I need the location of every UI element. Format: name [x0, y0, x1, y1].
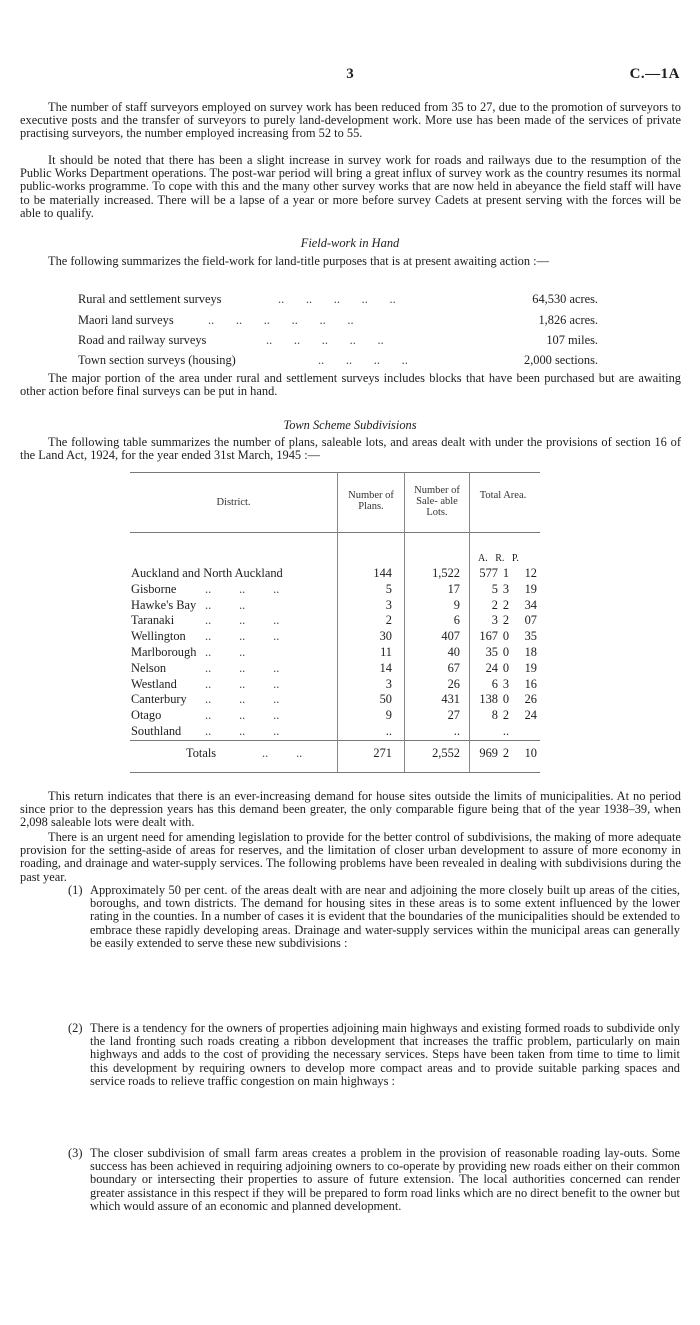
table-rule-header: [130, 532, 540, 533]
cell-acres: 35: [485, 645, 498, 659]
cell-acres: 24: [485, 660, 498, 675]
totals-acres: 969: [479, 746, 498, 760]
leader-dots: .. .. ..: [205, 581, 280, 596]
cell-acres: 8: [491, 708, 498, 723]
cell-district: Gisborne: [131, 581, 177, 596]
list-item-number: (2): [68, 1021, 83, 1035]
cell-lots: 17: [447, 581, 460, 596]
leader-dots: .. .. ..: [205, 660, 280, 675]
totals-label: Totals: [186, 746, 217, 760]
cell-lots: 407: [441, 629, 460, 644]
totals-lots: 2,552: [432, 746, 460, 760]
cell-plans: 2: [385, 613, 392, 628]
cell-perches: [513, 724, 537, 738]
fieldwork-value: 2,000 sections.: [524, 353, 598, 367]
cell-plans: 50: [379, 692, 392, 707]
list-item-number: (3): [68, 1146, 83, 1160]
cell-plans: 11: [380, 645, 392, 659]
heading-fieldwork: Field-work in Hand: [300, 236, 400, 250]
cell-roods: 3: [502, 676, 510, 691]
leader-dots: .. .. ..: [205, 613, 280, 628]
list-item-text: Approximately 50 per cent. of the areas dealt with are near and adjoining the more closely built up areas of the cities, boroughs, and town districts. The demand for housing sites in these areas is to some extent influenced by the lower rating in the counties. In a number of cases it is evident that the boundaries of the municipalities should be extended to embrace these rapidly developing areas. Drainage and water-supply services within the municipal areas can generally be easily extended to serve these new subdivisions :: [90, 883, 680, 950]
area-units: A. R. P.: [478, 553, 519, 564]
cell-acres: 5: [491, 581, 498, 596]
fieldwork-value: 1,826 acres.: [538, 313, 598, 327]
cell-acres: [470, 724, 498, 738]
cell-roods: 3: [502, 581, 510, 596]
table-col-divider: [404, 472, 405, 772]
cell-roods: 2: [502, 597, 510, 612]
cell-district: Southland: [131, 724, 182, 738]
leader-dots: .. .. ..: [205, 676, 280, 691]
list-item: [68, 1147, 680, 1213]
leader-dots: .. ..: [262, 746, 303, 760]
leader-dots: .. .. .. .. ..: [278, 292, 396, 306]
totals-roods: 2: [502, 746, 510, 760]
leader-dots: .. .. ..: [205, 692, 280, 707]
cell-lots: ..: [453, 724, 460, 738]
list-item-text: The closer subdivision of small farm areas creates a problem in the provision of reasonable roading lay-outs. Some success has been achieved in requiring adjoining owners to co-operate by providing new roads either on their common boundary or intersecting their properties to assure of future extension. The local authorities concerned can render greater assistance in this respect if they will be prepared to form road links which are no direct benefit to the owner but which would assure of an economic and planned development.: [90, 1146, 680, 1213]
cell-acres: 167: [479, 629, 498, 644]
page-number: 3: [346, 66, 354, 82]
paragraph-roads-railways: It should be noted that there has been a slight increase in survey work for roads and railways due to the resumption of the Public Works Department operations. The post-war period will bring a great influx of survey work as the country resumes its normal public-works programme. To cope with this and the many other survey works that are now held in abeyance the field staff will have to be materially increased. There will be a lapse of a year or more before survey Cadets at present serving with the forces will be able to qualify.: [20, 153, 681, 220]
cell-lots: 27: [447, 708, 460, 723]
paragraph-staff-surveyors: The number of staff surveyors employed on survey work has been reduced from 35 to 27, due to the promotion of surveyors to executive posts and the transfer of surveyors to purely land-development work. More use has been made of the services of private practising surveyors, the number employed increasing from 52 to 55.: [20, 100, 681, 141]
cell-acres: 6: [491, 676, 498, 691]
cell-perches: 07: [524, 613, 537, 628]
cell-roods: 1: [502, 566, 510, 580]
cell-perches: 19: [524, 660, 537, 675]
cell-district: Wellington: [131, 629, 186, 644]
leader-dots: .. .. .. ..: [318, 353, 408, 367]
totals-plans: 271: [373, 746, 392, 760]
cell-perches: 18: [524, 645, 537, 659]
leader-dots: .. ..: [205, 645, 246, 659]
leader-dots: .. .. ..: [205, 629, 280, 644]
fieldwork-label: Road and railway surveys: [78, 333, 207, 347]
cell-district: Otago: [131, 708, 162, 723]
cell-district: Auckland and North Auckland: [131, 566, 283, 580]
fieldwork-value: 64,530 acres.: [532, 292, 598, 306]
fieldwork-label: Rural and settlement surveys: [78, 292, 222, 306]
leader-dots: .. .. .. .. ..: [266, 333, 384, 347]
list-item-text: There is a tendency for the owners of properties adjoining main highways and existing formed roads to subdivide only the land fronting such roads creating a ribbon development that increases the traffic problem, particularly on main highways and adds to the cost of providing the necessary services. Steps have been taken from time to time to limit this development by requiring owners to develop more compact areas and to provide suitable parking spaces and service roads to relieve traffic congestion on main highways :: [90, 1021, 680, 1088]
leader-dots: .. .. ..: [205, 724, 280, 738]
cell-acres: 138: [479, 692, 498, 707]
cell-lots: 9: [453, 597, 460, 612]
cell-roods: 0: [502, 660, 510, 675]
cell-lots: 6: [453, 613, 460, 628]
document-code: C.—1A: [629, 66, 680, 82]
table-col-divider: [337, 472, 338, 772]
cell-roods: ..: [502, 724, 510, 738]
table-rule-bottom: [130, 772, 540, 773]
cell-lots: 431: [441, 692, 460, 707]
column-header-district: District.: [216, 497, 251, 508]
cell-lots: 1,522: [432, 566, 460, 580]
column-header-plans: Number of Plans.: [348, 490, 394, 512]
cell-district: Canterbury: [131, 692, 187, 707]
table-rule-top: [130, 472, 540, 473]
cell-perches: 19: [524, 581, 537, 596]
cell-acres: 577: [479, 566, 498, 580]
paragraph-table-intro: The following table summarizes the number of plans, saleable lots, and areas dealt with under the provisions of section 16 of the Land Act, 1924, for the year ended 31st March, 1945 :—: [20, 435, 681, 463]
cell-perches: 34: [524, 597, 537, 612]
cell-plans: 3: [385, 597, 392, 612]
cell-roods: 2: [502, 613, 510, 628]
cell-perches: 16: [524, 676, 537, 691]
cell-perches: 26: [524, 692, 537, 707]
cell-plans: 14: [379, 660, 392, 675]
fieldwork-label: Town section surveys (housing): [78, 353, 236, 367]
cell-plans: 3: [385, 676, 392, 691]
leader-dots: .. ..: [205, 597, 246, 612]
cell-lots: 26: [447, 676, 460, 691]
cell-district: Taranaki: [131, 613, 175, 628]
cell-plans: ..: [385, 724, 392, 738]
heading-town-scheme: Town Scheme Subdivisions: [283, 418, 417, 432]
column-header-area: Total Area.: [479, 490, 527, 501]
totals-perches: 10: [524, 746, 537, 760]
cell-lots: 40: [447, 645, 460, 659]
paragraph-return-indicates: This return indicates that there is an ever-increasing demand for house sites outside the limits of municipalities. At no period since prior to the depression years has this demand been greater, the only comparable figure being that of the year 1938–39, when 2,098 saleable lots were dealt with.: [20, 789, 681, 830]
fieldwork-label: Maori land surveys: [78, 313, 174, 327]
paragraph-urgent-need: There is an urgent need for amending legislation to provide for the better control of subdivisions, the making of more adequate provision for the setting-aside of areas for reserves, and the limitation of closer urban development to assure of more economy in roading, and drainage and water-supply services. The following problems have been revealed in dealing with subdivisions during the past year.: [20, 830, 681, 884]
list-item: [68, 884, 680, 950]
cell-plans: 9: [385, 708, 392, 723]
cell-district: Hawke's Bay: [131, 597, 197, 612]
cell-plans: 30: [379, 629, 392, 644]
cell-district: Nelson: [131, 660, 167, 675]
fieldwork-value: 107 miles.: [546, 333, 598, 347]
paragraph-major-portion: The major portion of the area under rural and settlement surveys includes blocks that have been purchased but are awaiting other action before final surveys can be put in hand.: [20, 371, 681, 399]
cell-roods: 2: [502, 708, 510, 723]
table-rule-totals: [130, 740, 540, 741]
cell-plans: 5: [385, 581, 392, 596]
cell-lots: 67: [447, 660, 460, 675]
cell-perches: 35: [524, 629, 537, 644]
cell-roods: 0: [502, 692, 510, 707]
cell-roods: 0: [502, 629, 510, 644]
paragraph-fieldwork-intro: The following summarizes the field-work for land-title purposes that is at present awaiting action :—: [48, 254, 549, 268]
cell-plans: 144: [373, 566, 392, 580]
cell-roods: 0: [502, 645, 510, 659]
list-item-number: (1): [68, 883, 83, 897]
leader-dots: .. .. ..: [205, 708, 280, 723]
cell-district: Westland: [131, 676, 177, 691]
cell-perches: 12: [524, 566, 537, 580]
cell-perches: 24: [524, 708, 537, 723]
column-header-lots: Number of Sale- able Lots.: [414, 485, 460, 518]
list-item: [68, 1022, 680, 1088]
cell-acres: 3: [491, 613, 498, 628]
cell-acres: 2: [491, 597, 498, 612]
cell-district: Marlborough: [131, 645, 197, 659]
leader-dots: .. .. .. .. .. ..: [208, 313, 354, 327]
